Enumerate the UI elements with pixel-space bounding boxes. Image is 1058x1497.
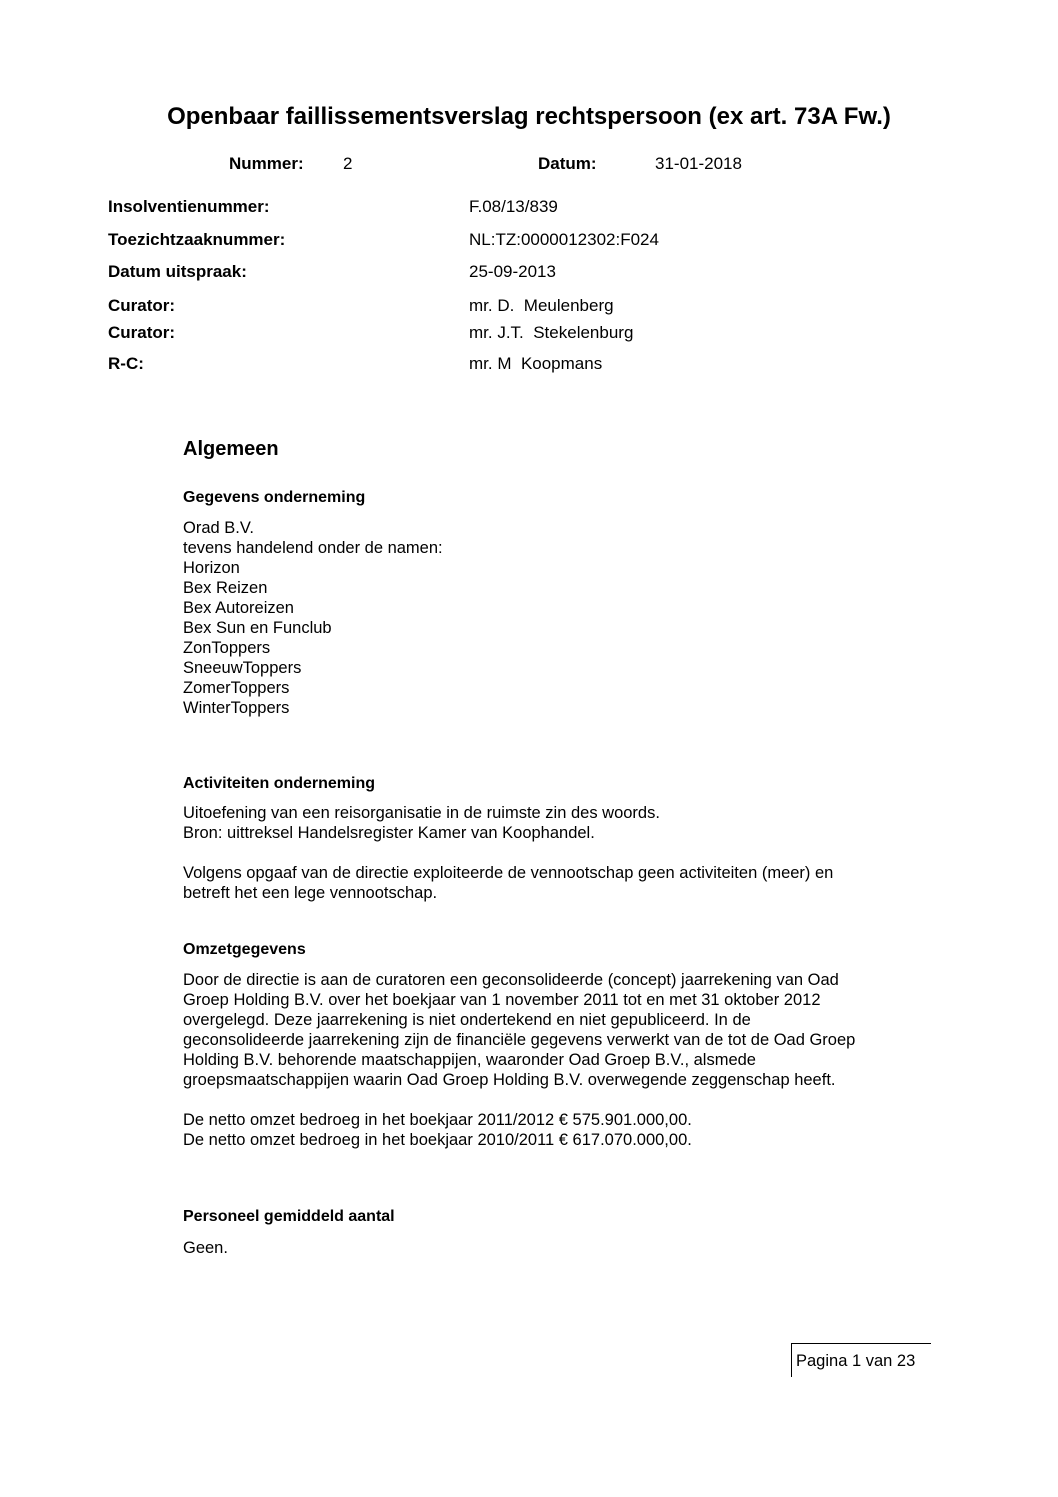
text-line: De netto omzet bedroeg in het boekjaar 2011/2012 € 575.901.000,00.: [183, 1111, 692, 1129]
curator-1-label: Curator:: [108, 296, 176, 315]
curator-2-label: Curator:: [108, 323, 176, 342]
nummer-value: 2: [343, 154, 353, 173]
insolventienummer-label: Insolventienummer:: [108, 197, 270, 216]
text-line: Bron: uittreksel Handelsregister Kamer van Koophandel.: [183, 824, 595, 842]
rc-label: R-C:: [108, 354, 144, 373]
text-line: Orad B.V.: [183, 519, 254, 537]
rc-value: mr. M Koopmans: [469, 354, 603, 373]
text-line: Uitoefening van een reisorganisatie in de ruimste zin des woords.: [183, 804, 660, 822]
text-line: Bex Autoreizen: [183, 599, 294, 617]
insolventienummer-value: F.08/13/839: [469, 197, 558, 216]
omzetgegevens-text: [183, 970, 855, 1150]
text-line: SneeuwToppers: [183, 659, 302, 677]
heading-activiteiten-onderneming: Activiteiten onderneming: [183, 775, 376, 792]
text-line: tevens handelend onder de namen:: [183, 539, 443, 557]
datum-value: 31-01-2018: [655, 154, 742, 173]
text-line: ZomerToppers: [183, 679, 290, 697]
curator-2-value: mr. J.T. Stekelenburg: [469, 323, 634, 342]
text-line: Door de directie is aan de curatoren een geconsolideerde (concept) jaarrekening van Oad: [183, 971, 839, 989]
toezichtzaaknummer-label: Toezichtzaaknummer:: [108, 230, 286, 249]
text-line: betreft het een lege vennootschap.: [183, 884, 438, 902]
heading-gegevens-onderneming: Gegevens onderneming: [183, 489, 366, 506]
toezichtzaaknummer-value: NL:TZ:0000012302:F024: [469, 230, 659, 249]
text-line: groepsmaatschappijen waarin Oad Groep Holding B.V. overwegende zeggenschap heeft.: [183, 1071, 836, 1089]
text-line: Holding B.V. behorende maatschappijen, waaronder Oad Groep B.V., alsmede: [183, 1051, 756, 1069]
section-title-algemeen: Algemeen: [183, 438, 279, 460]
page-title: Openbaar faillissementsverslag rechtspersoon (ex art. 73A Fw.): [167, 103, 891, 130]
datum-label: Datum:: [538, 154, 597, 173]
nummer-label: Nummer:: [229, 154, 304, 173]
text-line: [183, 843, 833, 863]
text-line: [183, 1090, 855, 1110]
datum-uitspraak-label: Datum uitspraak:: [108, 262, 247, 281]
page-number: Pagina 1 van 23: [796, 1352, 916, 1370]
gegevens-onderneming-text: [183, 518, 443, 718]
text-line: Geen.: [183, 1239, 228, 1257]
personeel-text: [183, 1238, 228, 1258]
text-line: Volgens opgaaf van de directie exploiteerde de vennootschap geen activiteiten (meer) en: [183, 864, 834, 882]
text-line: WinterToppers: [183, 699, 290, 717]
heading-personeel-gemiddeld-aantal: Personeel gemiddeld aantal: [183, 1208, 395, 1225]
page-number-box: [791, 1343, 931, 1377]
text-line: overgelegd. Deze jaarrekening is niet ondertekend en niet gepubliceerd. In de: [183, 1011, 751, 1029]
activiteiten-onderneming-text: [183, 803, 833, 903]
text-line: Bex Sun en Funclub: [183, 619, 332, 637]
text-line: Bex Reizen: [183, 579, 268, 597]
text-line: Groep Holding B.V. over het boekjaar van 1 november 2011 tot en met 31 oktober 2012: [183, 991, 821, 1009]
text-line: ZonToppers: [183, 639, 271, 657]
text-line: De netto omzet bedroeg in het boekjaar 2010/2011 € 617.070.000,00.: [183, 1131, 692, 1149]
datum-uitspraak-value: 25-09-2013: [469, 262, 556, 281]
heading-omzetgegevens: Omzetgegevens: [183, 941, 306, 958]
text-line: geconsolideerde jaarrekening zijn de financiële gegevens verwerkt van de tot de Oad Groep: [183, 1031, 856, 1049]
curator-1-value: mr. D. Meulenberg: [469, 296, 614, 315]
text-line: Horizon: [183, 559, 240, 577]
